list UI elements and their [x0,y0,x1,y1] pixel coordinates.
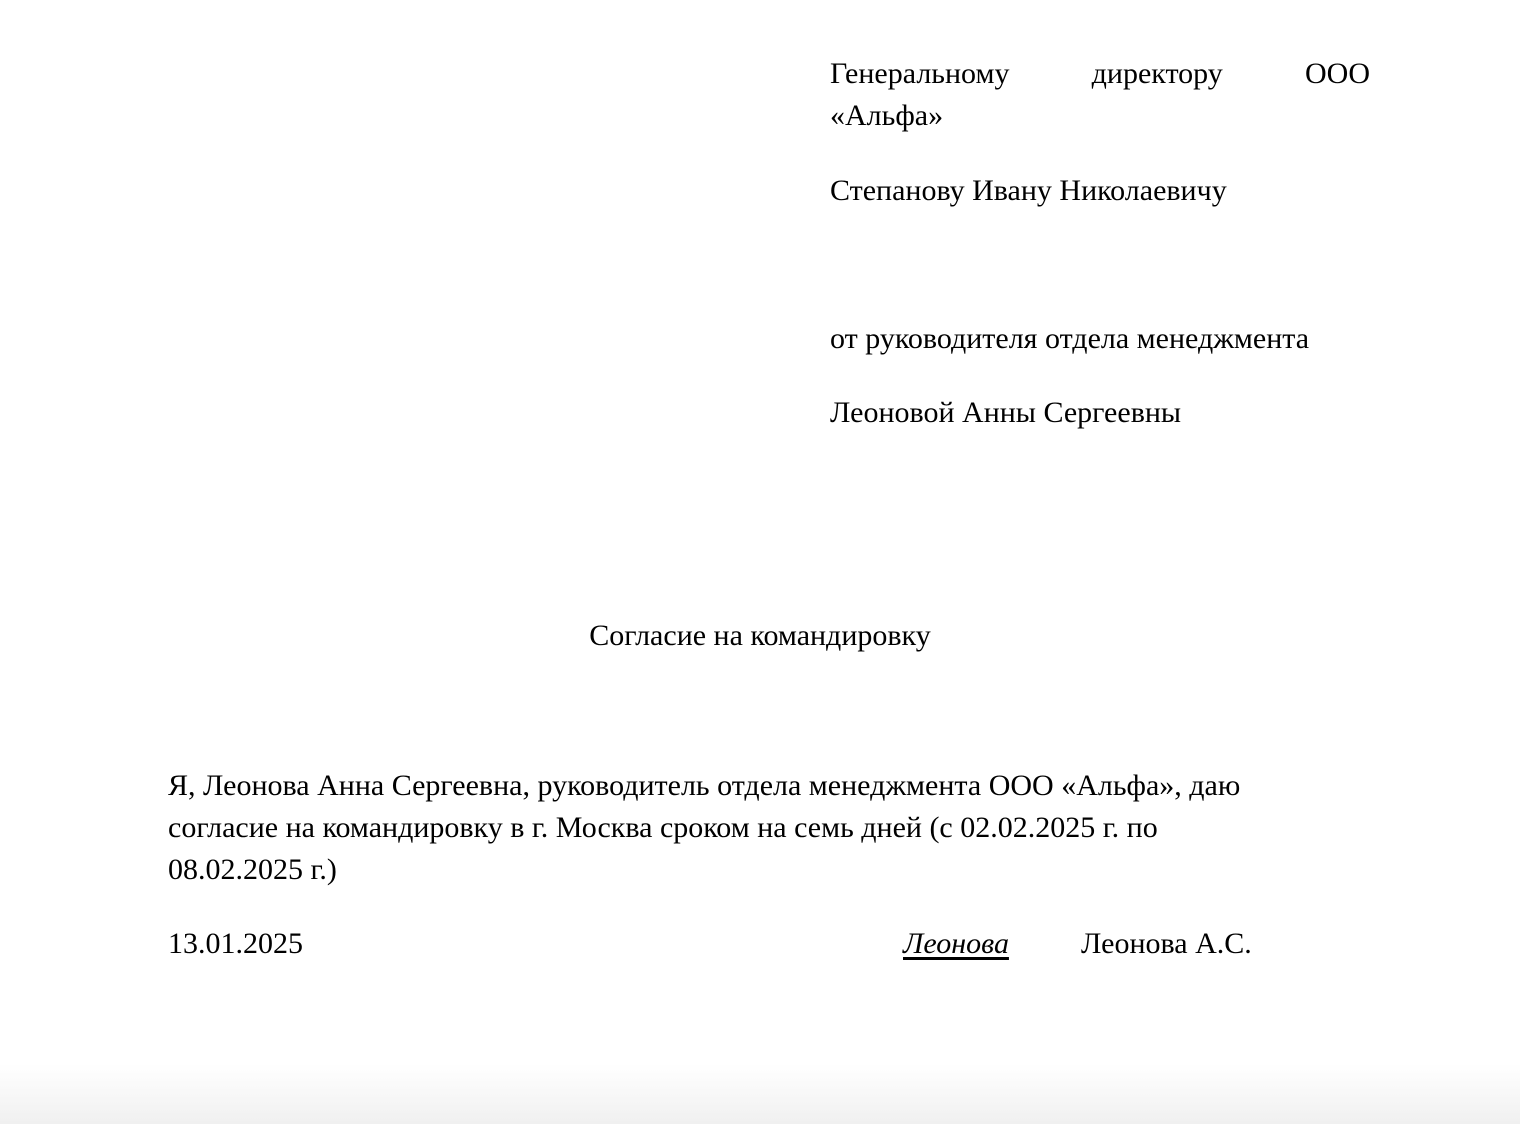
addressee-position-line1 [830,53,1370,95]
sender-name: Леоновой Анны Сергеевны [830,396,1182,429]
addressee-word: ООО [1305,57,1370,90]
document-date: 13.01.2025 [168,927,303,960]
sender-position-block [830,318,1370,360]
body-line: Я, Леонова Анна Сергеевна, руководитель отдела менеджмента ООО «Альфа», даю [168,769,1241,802]
body-line: 08.02.2025 г.) [168,853,337,886]
addressee-word: директору [1091,57,1223,90]
document-body [168,765,1348,891]
body-line: согласие на командировку в г. Москва сроком на семь дней (с 02.02.2025 г. по [168,811,1158,844]
document-title: Согласие на командировку [589,619,931,652]
sender-position: от руководителя отдела менеджмента [830,322,1310,355]
signer-name: Леонова А.С. [1081,927,1252,960]
addressee-position-line2: «Альфа» [830,99,944,132]
addressee-name: Степанову Ивану Николаевичу [830,174,1227,207]
signature: Леонова [903,927,1009,960]
sender-name-block [830,392,1370,434]
addressee-name-block [830,170,1370,212]
page-bottom-edge [0,1064,1520,1124]
addressee-position [830,53,1370,137]
addressee-word: Генеральному [830,57,1010,90]
